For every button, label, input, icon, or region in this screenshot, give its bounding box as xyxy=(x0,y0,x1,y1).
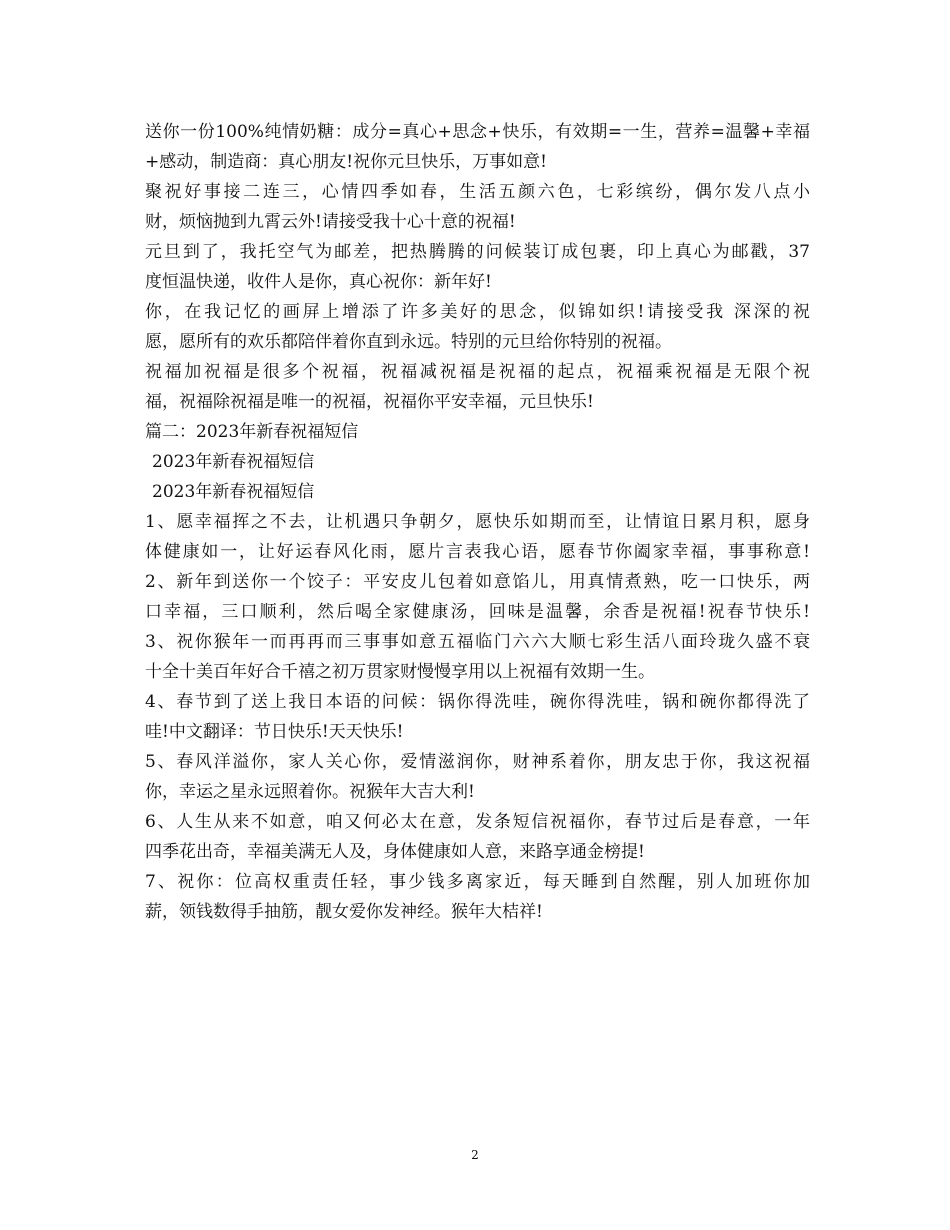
text-line: 四季花出奇，幸福美满无人及，身体健康如人意，来路享通金榜提! xyxy=(145,842,645,862)
text-line: 2、新年到送你一个饺子：平安皮儿包着如意馅儿，用真情煮熟，吃一口快乐，两 xyxy=(145,572,810,592)
section-heading: 篇二：2023年新春祝福短信 xyxy=(145,422,359,442)
page-number: 2 xyxy=(471,1148,479,1162)
text-line: 愿，愿所有的欢乐都陪伴着你直到永远。特别的元旦给你特别的祝福。 xyxy=(145,332,672,352)
text-line: +感动，制造商：真心朋友!祝你元旦快乐，万事如意! xyxy=(145,152,547,172)
text-line: 体健康如一，让好运春风化雨，愿片言表我心语，愿春节你阖家幸福，事事称意! xyxy=(145,542,810,562)
text-line: 口幸福，三口顺利，然后喝全家健康汤，回味是温馨，余香是祝福!祝春节快乐! xyxy=(145,602,810,622)
text-line: 3、祝你猴年一而再再而三事事如意五福临门六六大顺七彩生活八面玲珑久盛不衰 xyxy=(145,632,810,652)
text-line: 元旦到了，我托空气为邮差，把热腾腾的问候装订成包裹，印上真心为邮戳，37 xyxy=(145,242,810,262)
text-line: 你，在我记忆的画屏上增添了许多美好的思念，似锦如织!请接受我 深深的祝 xyxy=(145,302,810,322)
text-line: 5、春风洋溢你，家人关心你，爱情滋润你，财神系着你，朋友忠于你，我这祝福 xyxy=(145,752,810,772)
text-line: 哇!中文翻译：节日快乐!天天快乐! xyxy=(145,722,404,742)
text-line: 福，祝福除祝福是唯一的祝福，祝福你平安幸福，元旦快乐! xyxy=(145,392,594,412)
document-body xyxy=(145,117,810,927)
text-line: 聚祝好事接二连三，心情四季如春，生活五颜六色，七彩缤纷，偶尔发八点小 xyxy=(145,182,810,202)
text-line: 1、愿幸福挥之不去，让机遇只争朝夕，愿快乐如期而至，让情谊日累月积，愿身 xyxy=(145,512,810,532)
text-line: 7、祝你：位高权重责任轻，事少钱多离家近，每天睡到自然醒，别人加班你加 xyxy=(145,872,810,892)
text-line: 送你一份100%纯情奶糖：成分=真心+思念+快乐，有效期=一生，营养=温馨+幸福 xyxy=(145,122,810,142)
text-line: 财，烦恼抛到九霄云外!请接受我十心十意的祝福! xyxy=(145,212,516,232)
text-line: 祝福加祝福是很多个祝福，祝福减祝福是祝福的起点，祝福乘祝福是无限个祝 xyxy=(145,362,810,382)
text-line: 4、春节到了送上我日本语的问候：锅你得洗哇，碗你得洗哇，锅和碗你都得洗了 xyxy=(145,692,810,712)
text-line: 6、人生从来不如意，咱又何必太在意，发条短信祝福你，春节过后是春意，一年 xyxy=(145,812,810,832)
text-line: 你，幸运之星永远照着你。祝猴年大吉大利! xyxy=(145,782,475,802)
subheading: 2023年新春祝福短信 xyxy=(152,482,315,502)
text-line: 度恒温快递，收件人是你，真心祝你：新年好! xyxy=(145,272,492,292)
text-line: 十全十美百年好合千禧之初万贯家财慢慢享用以上祝福有效期一生。 xyxy=(145,662,655,682)
subheading: 2023年新春祝福短信 xyxy=(152,452,315,472)
text-line: 薪，领钱数得手抽筋，靓女爱你发神经。猴年大桔祥! xyxy=(145,902,543,922)
